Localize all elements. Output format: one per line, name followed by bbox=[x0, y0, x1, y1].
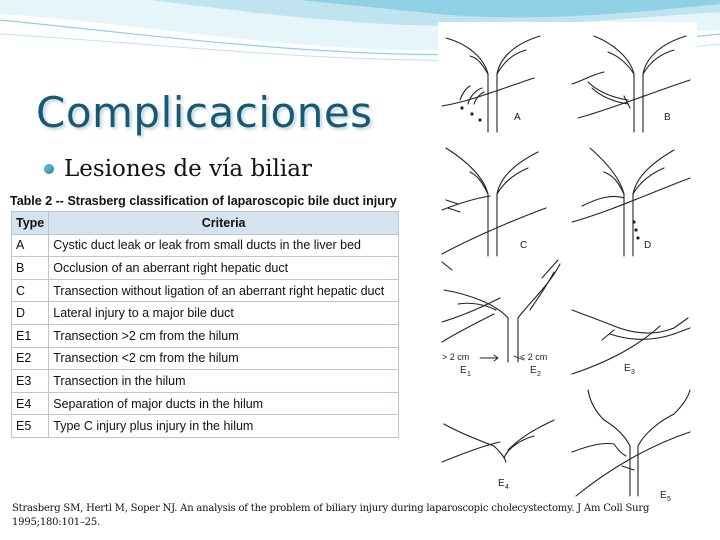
table-caption-number: Table 2 bbox=[10, 194, 53, 208]
diagram-type-d bbox=[572, 148, 690, 256]
table-row bbox=[12, 392, 399, 415]
cell-criteria: Cystic duct leak or leak from small ducts in the liver bed bbox=[49, 234, 399, 257]
label-e2: E bbox=[530, 365, 537, 376]
table-row bbox=[12, 302, 399, 325]
label-e3: E bbox=[624, 363, 631, 374]
label-c: C bbox=[520, 240, 528, 251]
cell-type: E5 bbox=[12, 415, 49, 438]
classification-table bbox=[11, 211, 399, 438]
cell-type: E4 bbox=[12, 392, 49, 415]
label-e4-sub: 4 bbox=[505, 484, 509, 491]
diagram-type-e4 bbox=[442, 420, 554, 491]
diagram-type-e5 bbox=[572, 390, 690, 501]
cell-type: B bbox=[12, 257, 49, 280]
bullet-dot-icon bbox=[44, 164, 54, 174]
label-e3-sub: 3 bbox=[631, 369, 635, 376]
classification-table-block bbox=[9, 194, 425, 438]
diagram-type-e3 bbox=[572, 310, 690, 376]
cell-type: D bbox=[12, 302, 49, 325]
diagram-type-b bbox=[572, 36, 690, 132]
cell-criteria: Transection in the hilum bbox=[49, 370, 399, 393]
diagram-type-a bbox=[442, 36, 540, 132]
table-row bbox=[12, 415, 399, 438]
header-criteria: Criteria bbox=[49, 212, 399, 235]
cell-type: A bbox=[12, 234, 49, 257]
label-e5-sub: 5 bbox=[667, 496, 671, 501]
bullet-item bbox=[44, 156, 312, 182]
table-row bbox=[12, 370, 399, 393]
label-e1-sub: 1 bbox=[467, 371, 471, 378]
table-row bbox=[12, 324, 399, 347]
label-b: B bbox=[664, 112, 671, 123]
diagram-type-c bbox=[442, 148, 546, 256]
cell-criteria: Type C injury plus injury in the hilum bbox=[49, 415, 399, 438]
table-caption-text: Strasberg classification of laparoscopic bile duct injury bbox=[67, 194, 397, 208]
cell-type: E1 bbox=[12, 324, 49, 347]
label-e5: E bbox=[660, 490, 667, 501]
table-caption bbox=[10, 194, 425, 208]
label-e4: E bbox=[498, 478, 505, 489]
injury-diagrams bbox=[438, 22, 697, 501]
cell-type: C bbox=[12, 279, 49, 302]
cell-criteria: Transection without ligation of an aberrant right hepatic duct bbox=[49, 279, 399, 302]
table-header-row bbox=[12, 212, 399, 235]
cell-type: E2 bbox=[12, 347, 49, 370]
label-lt2cm: < 2 cm bbox=[520, 352, 548, 362]
header-type: Type bbox=[12, 212, 49, 235]
label-e2-sub: 2 bbox=[537, 371, 541, 378]
label-d: D bbox=[644, 240, 652, 251]
table-row bbox=[12, 347, 399, 370]
cell-criteria: Transection >2 cm from the hilum bbox=[49, 324, 399, 347]
cell-type: E3 bbox=[12, 370, 49, 393]
injury-diagram-figure bbox=[438, 22, 697, 501]
table-row bbox=[12, 257, 399, 280]
label-gt2cm: > 2 cm bbox=[442, 352, 470, 362]
label-e1: E bbox=[460, 365, 467, 376]
reference-citation: Strasberg SM, Hertl M, Soper NJ. An analysis of the problem of biliary injury during laparoscopic cholecystectomy. J Am Coll Surg 1995;180:101–25. bbox=[12, 503, 650, 528]
cell-criteria: Occlusion of an aberrant right hepatic duct bbox=[49, 257, 399, 280]
table-row bbox=[12, 279, 399, 302]
table-row bbox=[12, 234, 399, 257]
label-a: A bbox=[514, 112, 521, 123]
table-caption-separator: -- bbox=[55, 194, 64, 208]
cell-criteria: Lateral injury to a major bile duct bbox=[49, 302, 399, 325]
bullet-text: Lesiones de vía biliar bbox=[64, 156, 312, 182]
cell-criteria: Separation of major ducts in the hilum bbox=[49, 392, 399, 415]
cell-criteria: Transection <2 cm from the hilum bbox=[49, 347, 399, 370]
slide-title: Complicaciones bbox=[36, 88, 373, 137]
diagram-type-e1-e2 bbox=[442, 260, 560, 378]
